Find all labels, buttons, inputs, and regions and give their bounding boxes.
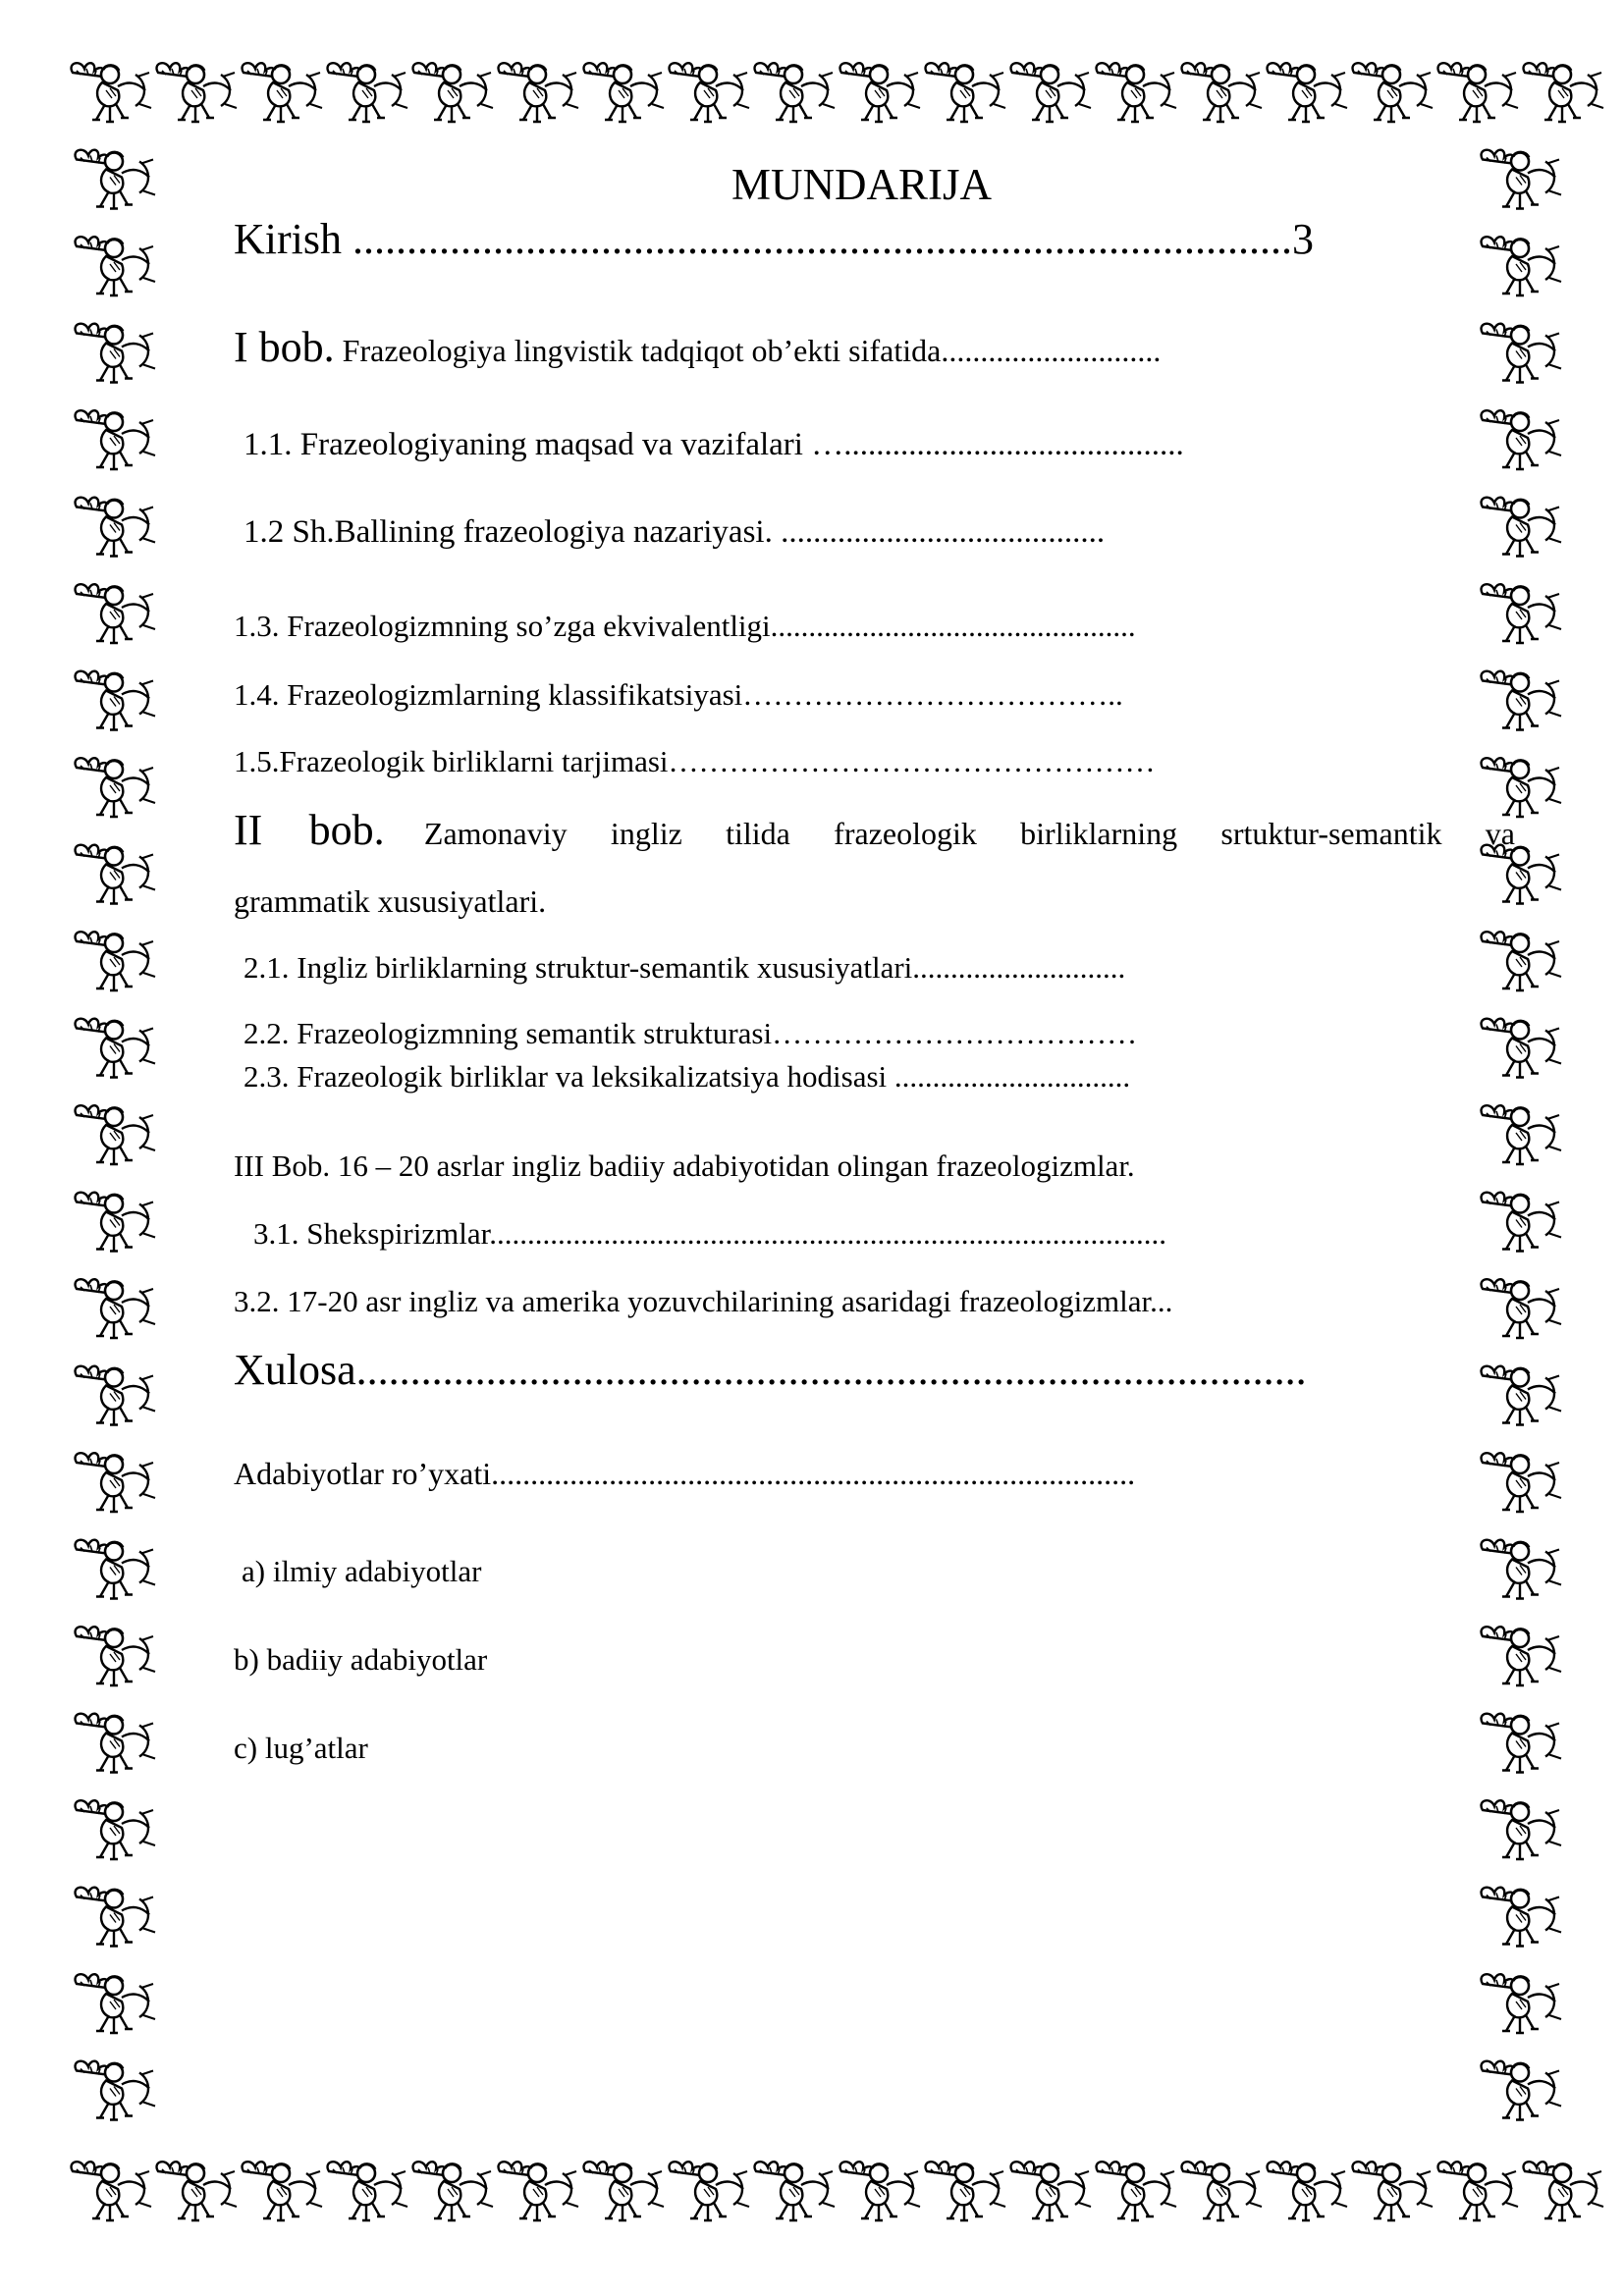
toc-entry-bob2 — [234, 806, 1516, 854]
toc-entry-1-5: 1.5.Frazeologik birliklarni tarjimasi………………………………………… — [234, 744, 1156, 778]
toc-entry-bob3: III Bob. 16 – 20 asrlar ingliz badiiy adabiyotidan olingan frazeologizmlar. — [234, 1148, 1135, 1183]
toc-bob1-prefix: I bob. — [234, 323, 335, 371]
toc-entry-1-1: 1.1. Frazeologiyaning maqsad va vazifalari ….......................................... — [244, 427, 1184, 462]
toc-entry-b: b) badiiy adabiyotlar — [234, 1642, 488, 1677]
toc-kirish-dots: ....................................................................................... — [352, 215, 1292, 263]
toc-entry-3-2: 3.2. 17-20 asr ingliz va amerika yozuvchilarining asaridagi frazeologizmlar... — [234, 1284, 1173, 1318]
toc-entry-1-3: 1.3. Frazeologizmning so’zga ekvivalentligi................................................ — [234, 609, 1136, 643]
toc-entry-2-1: 2.1. Ingliz birliklarning struktur-semantik xususiyatlari............................ — [244, 950, 1126, 985]
toc-bob1-text: Frazeologiya lingvistik tadqiqot ob’ekti sifatida............................ — [334, 333, 1162, 368]
toc-entry-bob1 — [234, 323, 1162, 371]
toc-entry-3-1: 3.1. Shekspirizmlar......................................................................................... — [253, 1216, 1166, 1251]
page-title: MUNDARIJA — [731, 160, 993, 209]
toc-kirish-page: 3 — [1292, 215, 1314, 263]
toc-entry-xulosa: Xulosa........................................................................................ — [234, 1346, 1307, 1394]
toc-entry-2-3: 2.3. Frazeologik birliklar va leksikalizatsiya hodisasi ............................... — [244, 1059, 1131, 1094]
toc-entry-bob2-cont: grammatik xususiyatlari. — [234, 883, 547, 919]
toc-entry-1-2: 1.2 Sh.Ballining frazeologiya nazariyasi. ........................................ — [244, 514, 1106, 550]
toc-bob2-text: Zamonaviy ingliz tilida frazeologik birliklarning srtuktur-semantik va — [423, 816, 1516, 851]
toc-entry-c: c) lug’atlar — [234, 1731, 368, 1765]
toc-entry-2-2: 2.2. Frazeologizmning semantik strukturasi……………………………… — [244, 1016, 1138, 1050]
toc-entry-adabiyotlar: Adabiyotlar ro’yxati.................................................................................. — [234, 1456, 1136, 1491]
toc-entry-1-4: 1.4. Frazeologizmlarning klassifikatsiyasi……………………………….. — [234, 677, 1123, 712]
toc-bob2-prefix: II bob. — [234, 806, 385, 854]
toc-entry-a: a) ilmiy adabiyotlar — [242, 1554, 482, 1588]
toc-entry-kirish — [234, 215, 1314, 263]
toc-kirish-label: Kirish — [234, 215, 352, 263]
